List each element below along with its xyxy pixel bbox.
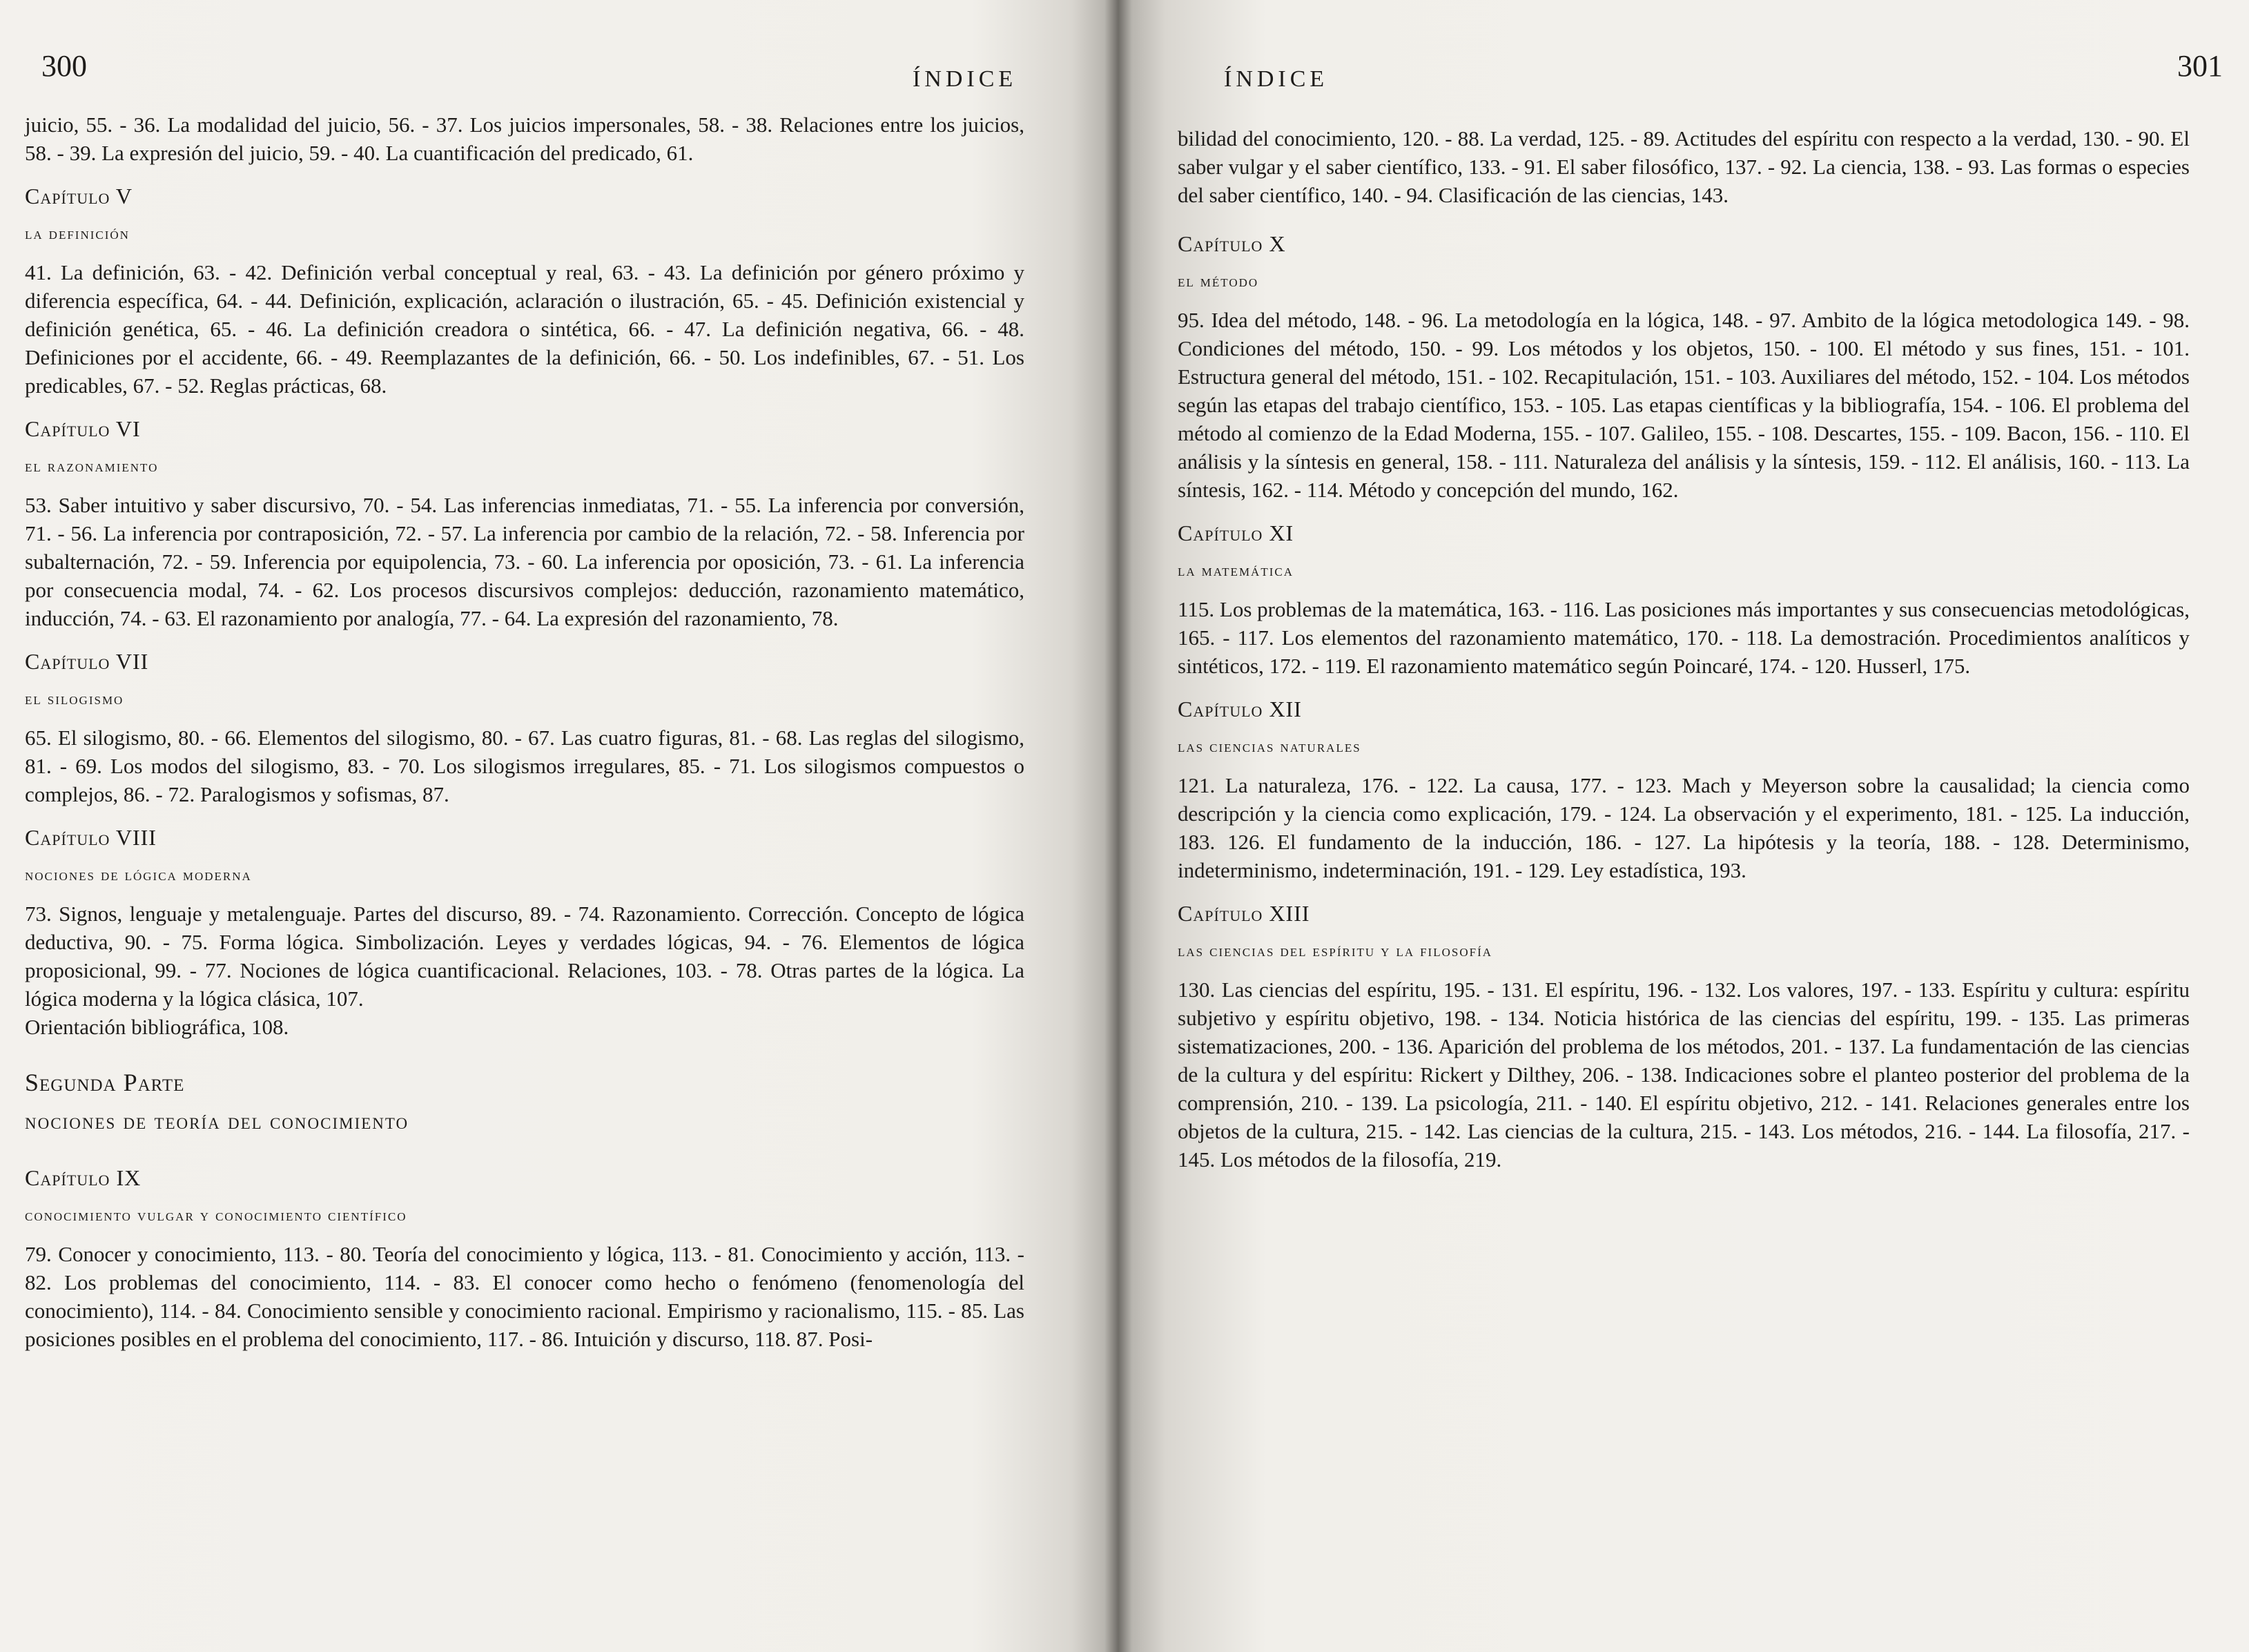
page-number-left: 300: [41, 49, 87, 83]
chapter-heading: Capítulo XI: [1178, 521, 1294, 545]
chapter-heading: Capítulo X: [1178, 231, 1286, 256]
chapter-entries: 115. Los problemas de la matemática, 163. - 116. Las posiciones más importantes y sus consecuencias metodológicas, 165. - 117. Los elementos del razonamiento matemático, 170. - 118. La demostración. Procedimientos analíticos y sintéticos, 172. - 119. El razonamiento matemático según Poincaré, 174. - 120. Husserl, 175.: [1178, 597, 2190, 678]
part-heading: Segunda Parte: [25, 1069, 185, 1096]
chapter-subtitle: la matemática: [1178, 562, 1294, 580]
chapter-subtitle: las ciencias del espíritu y la filosofía: [1178, 942, 1493, 960]
chapter-subtitle: la definición: [25, 225, 130, 243]
chapter-entries: 41. La definición, 63. - 42. Definición verbal conceptual y real, 63. - 43. La definición por género próximo y diferencia específica, 64. - 44. Definición, explicación, aclaración o ilustración, 65. - 45. Definición existencial y definición genética, 65. - 46. La definición creadora o sintética, 66. - 47. La definición negativa, 66. - 48. Definiciones por el accidente, 66. - 49. Reemplazantes de la definición, 66. - 50. Los indefinibles, 67. - 51. Los predicables, 67. - 52. Reglas prácticas, 68.: [25, 260, 1024, 398]
chapter-heading: Capítulo VII: [25, 649, 149, 674]
chapter-entries: 53. Saber intuitivo y saber discursivo, 70. - 54. Las inferencias inmediatas, 71. - 55. La inferencia por conversión, 71. - 56. La inferencia por contraposición, 72. - 57. La inferencia por cambio de la relación, 72. - 58. Inferencia por subalternación, 72. - 59. Inferencia por equipolencia, 73. - 60. La inferencia por oposición, 73. - 61. La inferencia por consecuencia modal, 74. - 62. Los procesos discursivos complejos: deducción, razonamiento matemático, inducción, 74. - 63. El razonamiento por analogía, 77. - 64. La expresión del razonamiento, 78.: [25, 493, 1024, 630]
left-page: [0, 0, 1104, 1652]
chapter-subtitle: nociones de lógica moderna: [25, 866, 252, 884]
chapter-heading: Capítulo XII: [1178, 697, 1302, 721]
chapter-subtitle: el razonamiento: [25, 458, 159, 476]
chapter-entries: 130. Las ciencias del espíritu, 195. - 131. El espíritu, 196. - 132. Los valores, 197. - 133. Espíritu y cultura: espíritu subjetivo y espíritu objetivo, 198. - 134. Noticia histórica de las ciencias del espíritu, 199. - 135. Las primeras sistematizaciones, 200. - 136. Aparición del problema de los métodos, 201. - 137. La fundamentación de las ciencias de la cultura y del espíritu: Rickert y Dilthey, 206. - 138. Indicaciones sobre el planteo posterior del problema de la comprensión, 210. - 139. La psicología, 211. - 140. El espíritu objetivo, 212. - 141. Relaciones generales entre los objetos de la cultura, 215. - 142. Las ciencias de la cultura, 215. - 143. Los métodos, 216. - 144. La filosofía, 217. - 145. Los métodos de la filosofía, 219.: [1178, 978, 2190, 1172]
intro-paragraph-right: bilidad del conocimiento, 120. - 88. La verdad, 125. - 89. Actitudes del espíritu con respecto a la verdad, 130. - 90. El saber vulgar y el saber científico, 133. - 91. El saber filosófico, 137. - 92. La ciencia, 138. - 93. Las formas o especies del saber científico, 140. - 94. Clasificación de las ciencias, 143.: [1178, 126, 2190, 207]
chapter-heading: Capítulo VI: [25, 416, 141, 441]
chapter-subtitle: el método: [1178, 273, 1259, 291]
chapter-entries: 121. La naturaleza, 176. - 122. La causa, 177. - 123. Mach y Meyerson sobre la causalidad; la ciencia como descripción y la ciencia como explicación, 179. - 124. La observación y el experimento, 181. - 125. La inducción, 183. 126. El fundamento de la inducción, 186. - 127. La hipótesis y la teoría, 188. - 128. Determinismo, indeterminismo, indeterminación, 191. - 129. Ley estadística, 193.: [1178, 773, 2190, 882]
chapter-subtitle: conocimiento vulgar y conocimiento científico: [25, 1207, 407, 1225]
chapter-heading: Capítulo XIII: [1178, 901, 1310, 926]
chapter-entries: 65. El silogismo, 80. - 66. Elementos del silogismo, 80. - 67. Las cuatro figuras, 81. - 68. Las reglas del silogismo, 81. - 69. Los modos del silogismo, 83. - 70. Los silogismos irregulares, 85. - 71. Los silogismos compuestos o complejos, 86. - 72. Paralogismos y sofismas, 87.: [25, 726, 1024, 806]
chapter-heading: Capítulo V: [25, 184, 133, 208]
left-page-content: [25, 110, 1024, 1364]
chapter-entries: 73. Signos, lenguaje y metalenguaje. Partes del discurso, 89. - 74. Razonamiento. Corrección. Concepto de lógica deductiva, 90. - 75. Forma lógica. Simbolización. Leyes y verdades lógicas, 94. - 76. Elementos de lógica proposicional, 99. - 77. Nociones de lógica cuantificacional. Relaciones, 103. - 78. Otras partes de la lógica. La lógica moderna y la lógica clásica, 107.: [25, 902, 1024, 1011]
part-title: nociones de teoría del conocimiento: [25, 1109, 409, 1134]
right-page-content: [1178, 124, 2190, 1185]
intro-paragraph-left: juicio, 55. - 36. La modalidad del juicio, 56. - 37. Los juicios impersonales, 58. - 38. Relaciones entre los juicios, 58. - 39. La expresión del juicio, 59. - 40. La cuantificación del predicado, 61.: [25, 113, 1024, 165]
chapter-entries: 79. Conocer y conocimiento, 113. - 80. Teoría del conocimiento y lógica, 113. - 81. Conocimiento y acción, 113. - 82. Los problemas del conocimiento, 114. - 83. El conocer como hecho o fenómeno (fenomenología del conocimiento), 114. - 84. Conocimiento sensible y conocimiento racional. Empirismo y racionalismo, 115. - 85. Las posiciones posibles en el problema del conocimiento, 117. - 86. Intuición y discurso, 118. 87. Posi-: [25, 1242, 1024, 1351]
chapter-heading: Capítulo VIII: [25, 825, 157, 850]
right-page: [1132, 0, 2249, 1652]
chapter-subtitle: las ciencias naturales: [1178, 738, 1361, 756]
book-gutter: [1104, 0, 1132, 1652]
chapter-heading: Capítulo IX: [25, 1165, 142, 1190]
running-head-left: ÍNDICE: [913, 66, 1018, 92]
page-number-right: 301: [2177, 49, 2223, 83]
running-head-right: ÍNDICE: [1224, 66, 1329, 92]
bibliography-entry: Orientación bibliográfica, 108.: [25, 1015, 289, 1039]
chapter-subtitle: el silogismo: [25, 690, 124, 708]
chapter-entries: 95. Idea del método, 148. - 96. La metodología en la lógica, 148. - 97. Ambito de la lógica metodologica 149. - 98. Condiciones del método, 150. - 99. Los métodos y los objetos, 150. - 100. El método y sus fines, 151. - 101. Estructura general del método, 151. - 102. Recapitulación, 151. - 103. Auxiliares del método, 152. - 104. Los métodos según las etapas del trabajo científico, 153. - 105. Las etapas científicas y la bibliografía, 154. - 106. El problema del método al comienzo de la Edad Moderna, 155. - 107. Galileo, 155. - 108. Descartes, 155. - 109. Bacon, 156. - 110. El análisis y la síntesis en general, 158. - 111. Naturaleza del análisis y la síntesis, 159. - 112. El análisis, 160. - 113. La síntesis, 162. - 114. Método y concepción del mundo, 162.: [1178, 308, 2190, 502]
